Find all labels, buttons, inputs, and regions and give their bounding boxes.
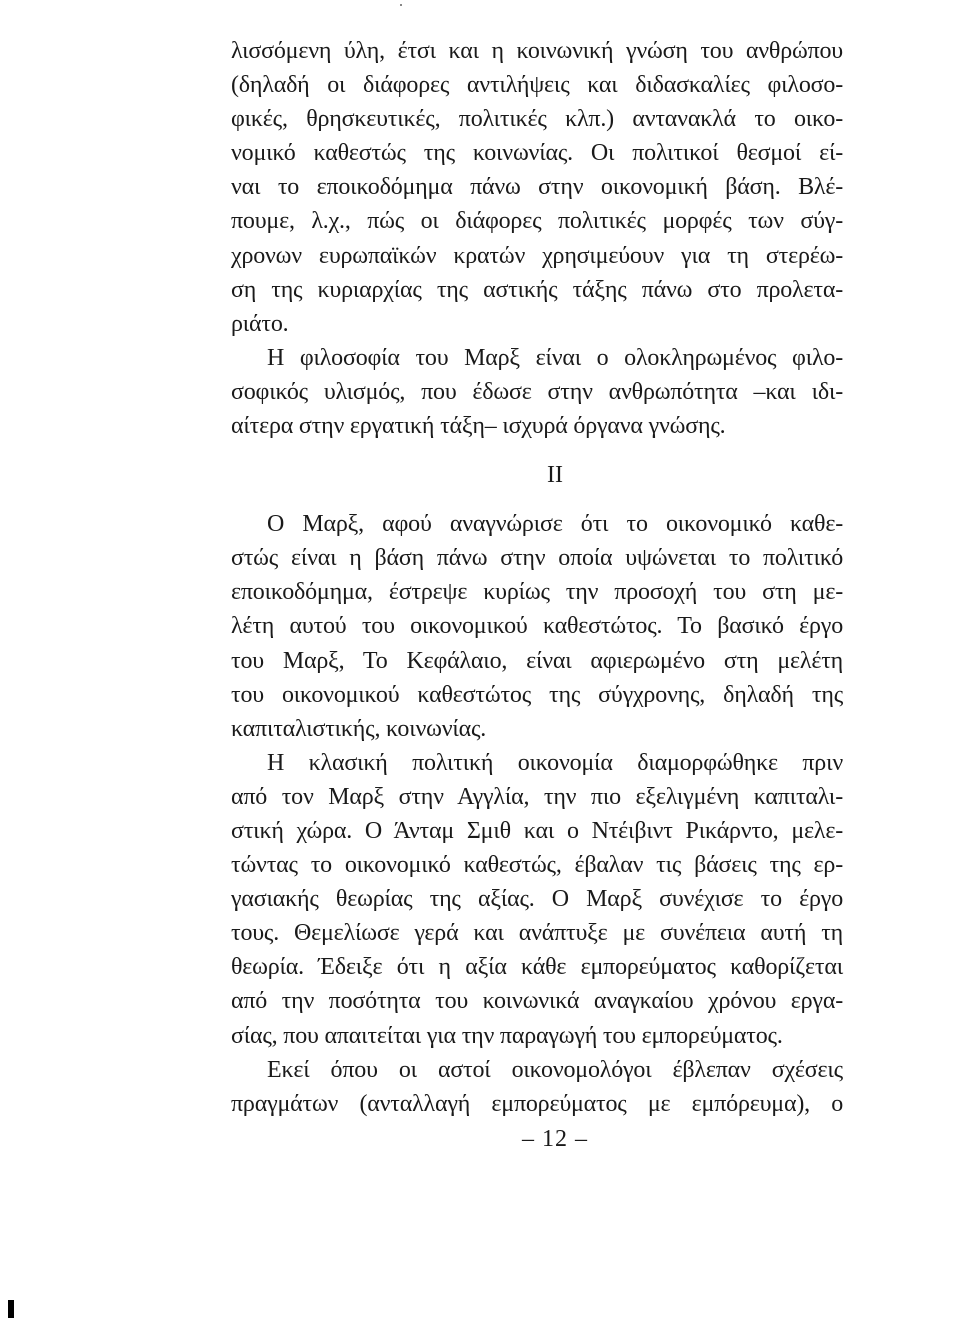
text-line: λισσόμενη ύλη, έτσι και η κοινωνική γνώση του ανθρώπου — [231, 38, 843, 64]
text-line: του Μαρξ, Το Κεφάλαιο, είναι αφιερωμένο στη μελέτη — [231, 647, 843, 674]
paragraph-1 — [231, 34, 843, 341]
text-line: σοφικός υλισμός, που έδωσε στην ανθρωπότητα –και ιδι- — [231, 378, 843, 405]
text-line: στώς είναι η βάση πάνω στην οποία υψώνεται το πολιτικό — [231, 545, 843, 572]
text-line: καπιταλιστικής, κοινωνίας. — [231, 715, 487, 742]
page-number: – 12 – — [522, 1126, 588, 1152]
text-line: αίτερα στην εργατική τάξη– ισχυρά όργανα γνώσης. — [231, 413, 726, 440]
text-line: (δηλαδή οι διάφορες αντιλήψεις και διδασκαλίες φιλοσο- — [231, 72, 843, 99]
book-page — [231, 34, 843, 1152]
section-heading: II — [547, 462, 563, 489]
text-line: ση της κυριαρχίας της αστικής τάξης πάνω στο προλετα- — [231, 276, 843, 303]
text-line: λέτη αυτού του οικονομικού καθεστώτος. Το βασικό έργο — [231, 613, 843, 640]
text-line: τώντας το οικονομικό καθεστώς, έβαλαν τις βάσεις της ερ- — [231, 852, 843, 879]
text-line: από την ποσότητα του κοινωνικά αναγκαίου χρόνου εργα- — [231, 988, 843, 1015]
text-line: γασιακής θεωρίας της αξίας. Ο Μαρξ συνέχισε το έργο — [231, 886, 843, 913]
text-line: εποικοδόμημα, έστρεψε κυρίως την προσοχή του στη με- — [231, 579, 843, 606]
text-line: πραγμάτων (ανταλλαγή εμπορεύματος με εμπόρευμα), ο — [231, 1090, 843, 1117]
text-line: ναι το εποικοδόμημα πάνω στην οικονομική βάση. Βλέ- — [231, 174, 843, 201]
text-line: Η κλασική πολιτική οικονομία διαμορφώθηκε πριν — [267, 749, 843, 776]
text-line: τους. Θεμελίωσε γερά και ανάπτυξε με συνέπεια αυτή τη — [231, 920, 843, 947]
paragraph-2 — [231, 341, 843, 443]
text-line: πουμε, λ.χ., πώς οι διάφορες πολιτικές μορφές των σύγ- — [231, 208, 843, 235]
paragraph-5 — [231, 1053, 843, 1121]
text-line: Ο Μαρξ, αφού αναγνώρισε ότι το οικονομικό καθε- — [267, 511, 843, 538]
text-line: στική χώρα. Ο Άνταμ Σμιθ και ο Ντέιβιντ Ρικάρντο, μελε- — [231, 817, 843, 844]
text-line: σίας, που απαιτείται για την παραγωγή του εμπορεύματος. — [231, 1022, 783, 1049]
text-line: νομικό καθεστώς της κοινωνίας. Οι πολιτικοί θεσμοί εί- — [231, 140, 843, 167]
scan-mark — [8, 1300, 14, 1318]
text-line: του οικονομικού καθεστώτος της σύγχρονης, δηλαδή της — [231, 681, 843, 708]
paragraph-4 — [231, 746, 843, 1053]
text-line: ριάτο. — [231, 310, 289, 337]
text-line: Η φιλοσοφία του Μαρξ είναι ο ολοκληρωμένος φιλο- — [267, 344, 843, 371]
text-line: φικές, θρησκευτικές, πολιτικές κλπ.) αντανακλά το οικο- — [231, 106, 843, 133]
paragraph-3 — [231, 507, 843, 746]
text-line: χρονων ευρωπαϊκών κρατών χρησιμεύουν για τη στερέω- — [231, 242, 843, 269]
scan-dot — [400, 4, 402, 6]
text-line: Εκεί όπου οι αστοί οικονομολόγοι έβλεπαν σχέσεις — [267, 1056, 843, 1083]
text-line: από τον Μαρξ στην Αγγλία, την πιο εξελιγμένη καπιταλι- — [231, 783, 843, 810]
text-line: θεωρία. Έδειξε ότι η αξία κάθε εμπορεύματος καθορίζεται — [231, 954, 843, 981]
